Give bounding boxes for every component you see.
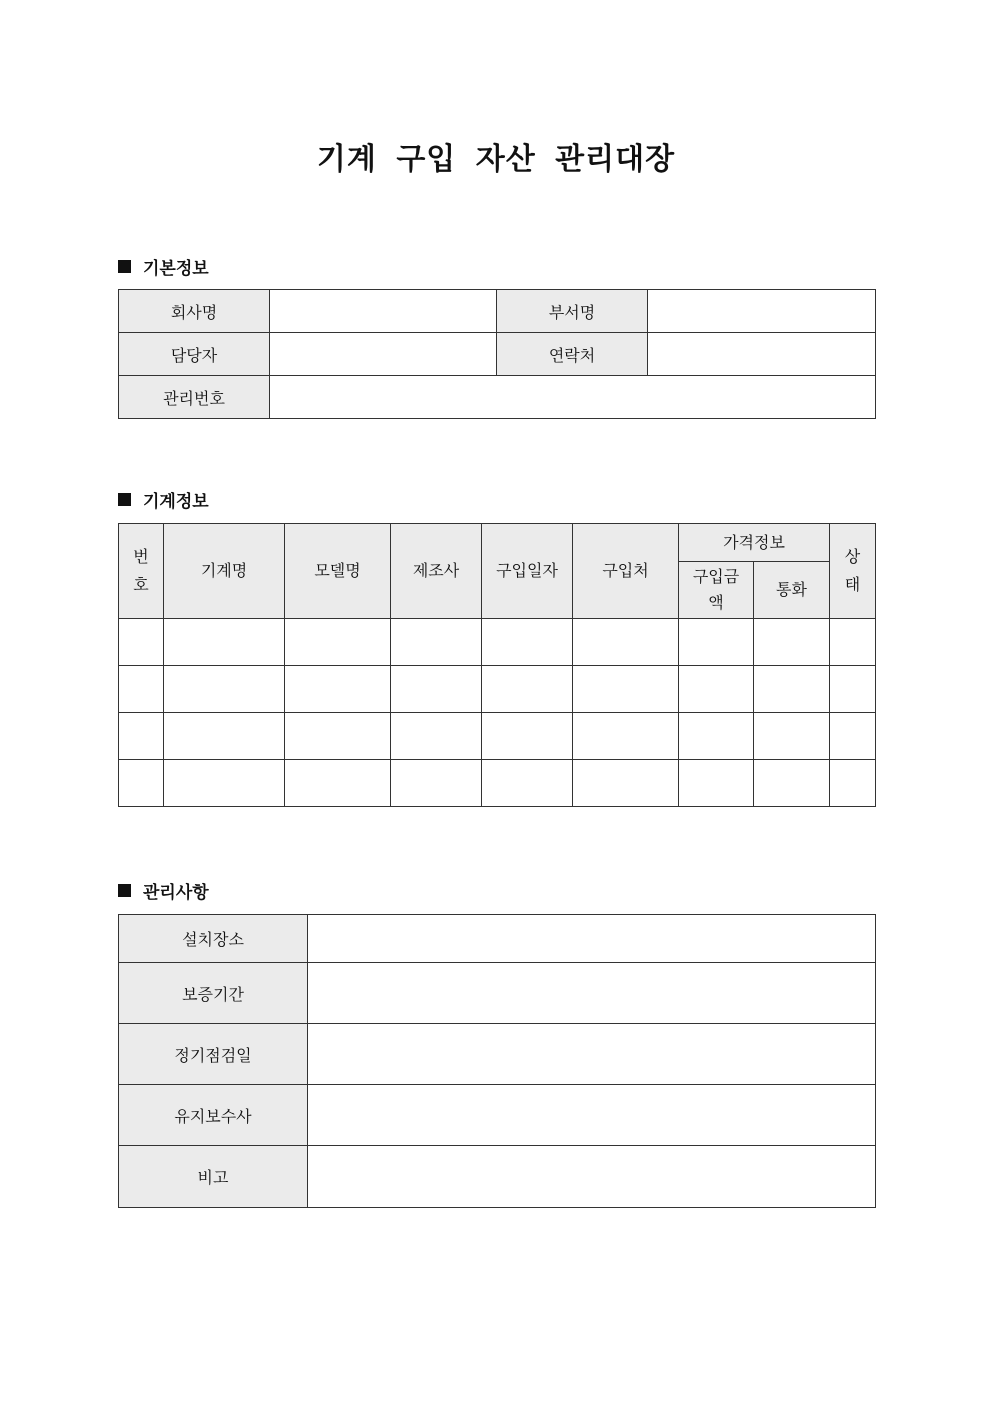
section-heading-basic-label: 기본정보 [143,259,209,279]
cell-vendor[interactable] [573,713,679,760]
cell-machine-name[interactable] [164,619,285,666]
table-row [119,1024,876,1085]
contact-label: 연락처 [497,333,648,376]
company-field[interactable] [270,290,497,333]
square-bullet-icon [118,884,131,897]
header-machine-name: 기계명 [164,524,285,619]
department-field[interactable] [648,290,876,333]
table-row [119,333,876,376]
section-heading-basic [118,254,209,279]
cell-amount[interactable] [679,666,754,713]
cell-no[interactable] [119,760,164,807]
company-label: 회사명 [119,290,270,333]
management-table [118,914,876,1208]
install-location-field[interactable] [308,915,876,963]
section-heading-machine-label: 기계정보 [143,492,209,512]
table-row [119,713,876,760]
maintenance-company-label: 유지보수사 [119,1085,308,1146]
cell-machine-name[interactable] [164,760,285,807]
table-row [119,666,876,713]
cell-maker[interactable] [391,760,482,807]
cell-currency[interactable] [754,760,830,807]
cell-purchase-date[interactable] [482,760,573,807]
cell-amount[interactable] [679,713,754,760]
cell-status[interactable] [830,666,876,713]
section-heading-machine [118,487,209,512]
section-heading-manage-label: 관리사항 [143,883,209,903]
cell-purchase-date[interactable] [482,619,573,666]
cell-status[interactable] [830,760,876,807]
cell-vendor[interactable] [573,760,679,807]
cell-currency[interactable] [754,713,830,760]
cell-vendor[interactable] [573,666,679,713]
cell-machine-name[interactable] [164,713,285,760]
cell-model[interactable] [285,666,391,713]
install-location-label: 설치장소 [119,915,308,963]
cell-no[interactable] [119,619,164,666]
cell-amount[interactable] [679,760,754,807]
cell-purchase-date[interactable] [482,666,573,713]
cell-amount[interactable] [679,619,754,666]
header-no-label: 번호 [133,547,149,594]
contact-field[interactable] [648,333,876,376]
cell-maker[interactable] [391,713,482,760]
header-currency: 통화 [754,562,830,619]
cell-maker[interactable] [391,619,482,666]
warranty-period-label: 보증기간 [119,963,308,1024]
table-row [119,963,876,1024]
header-price-group: 가격정보 [679,524,830,562]
cell-model[interactable] [285,713,391,760]
cell-status[interactable] [830,713,876,760]
cell-currency[interactable] [754,666,830,713]
maintenance-company-field[interactable] [308,1085,876,1146]
table-row [119,619,876,666]
header-amount-label: 구입금액 [692,567,740,612]
cell-machine-name[interactable] [164,666,285,713]
table-row [119,1146,876,1208]
cell-no[interactable] [119,713,164,760]
header-maker: 제조사 [391,524,482,619]
mgmt-no-field[interactable] [270,376,876,419]
cell-vendor[interactable] [573,619,679,666]
header-vendor: 구입처 [573,524,679,619]
header-status [830,524,876,619]
header-no [119,524,164,619]
table-row [119,760,876,807]
table-row [119,915,876,963]
inspection-date-label: 정기점검일 [119,1024,308,1085]
inspection-date-field[interactable] [308,1024,876,1085]
manager-label: 담당자 [119,333,270,376]
remarks-field[interactable] [308,1146,876,1208]
department-label: 부서명 [497,290,648,333]
machine-info-table [118,523,876,807]
table-row [119,1085,876,1146]
header-amount [679,562,754,619]
section-heading-manage [118,878,209,903]
warranty-period-field[interactable] [308,963,876,1024]
cell-purchase-date[interactable] [482,713,573,760]
square-bullet-icon [118,493,131,506]
table-header-row [119,524,876,562]
cell-model[interactable] [285,619,391,666]
mgmt-no-label: 관리번호 [119,376,270,419]
remarks-label: 비고 [119,1146,308,1208]
cell-currency[interactable] [754,619,830,666]
cell-maker[interactable] [391,666,482,713]
square-bullet-icon [118,260,131,273]
manager-field[interactable] [270,333,497,376]
header-status-label: 상태 [844,547,861,594]
header-purchase-date: 구입일자 [482,524,573,619]
cell-no[interactable] [119,666,164,713]
basic-info-table [118,289,876,419]
table-row [119,376,876,419]
page-title: 기계 구입 자산 관리대장 [316,142,676,177]
cell-model[interactable] [285,760,391,807]
cell-status[interactable] [830,619,876,666]
table-row [119,290,876,333]
header-model: 모델명 [285,524,391,619]
